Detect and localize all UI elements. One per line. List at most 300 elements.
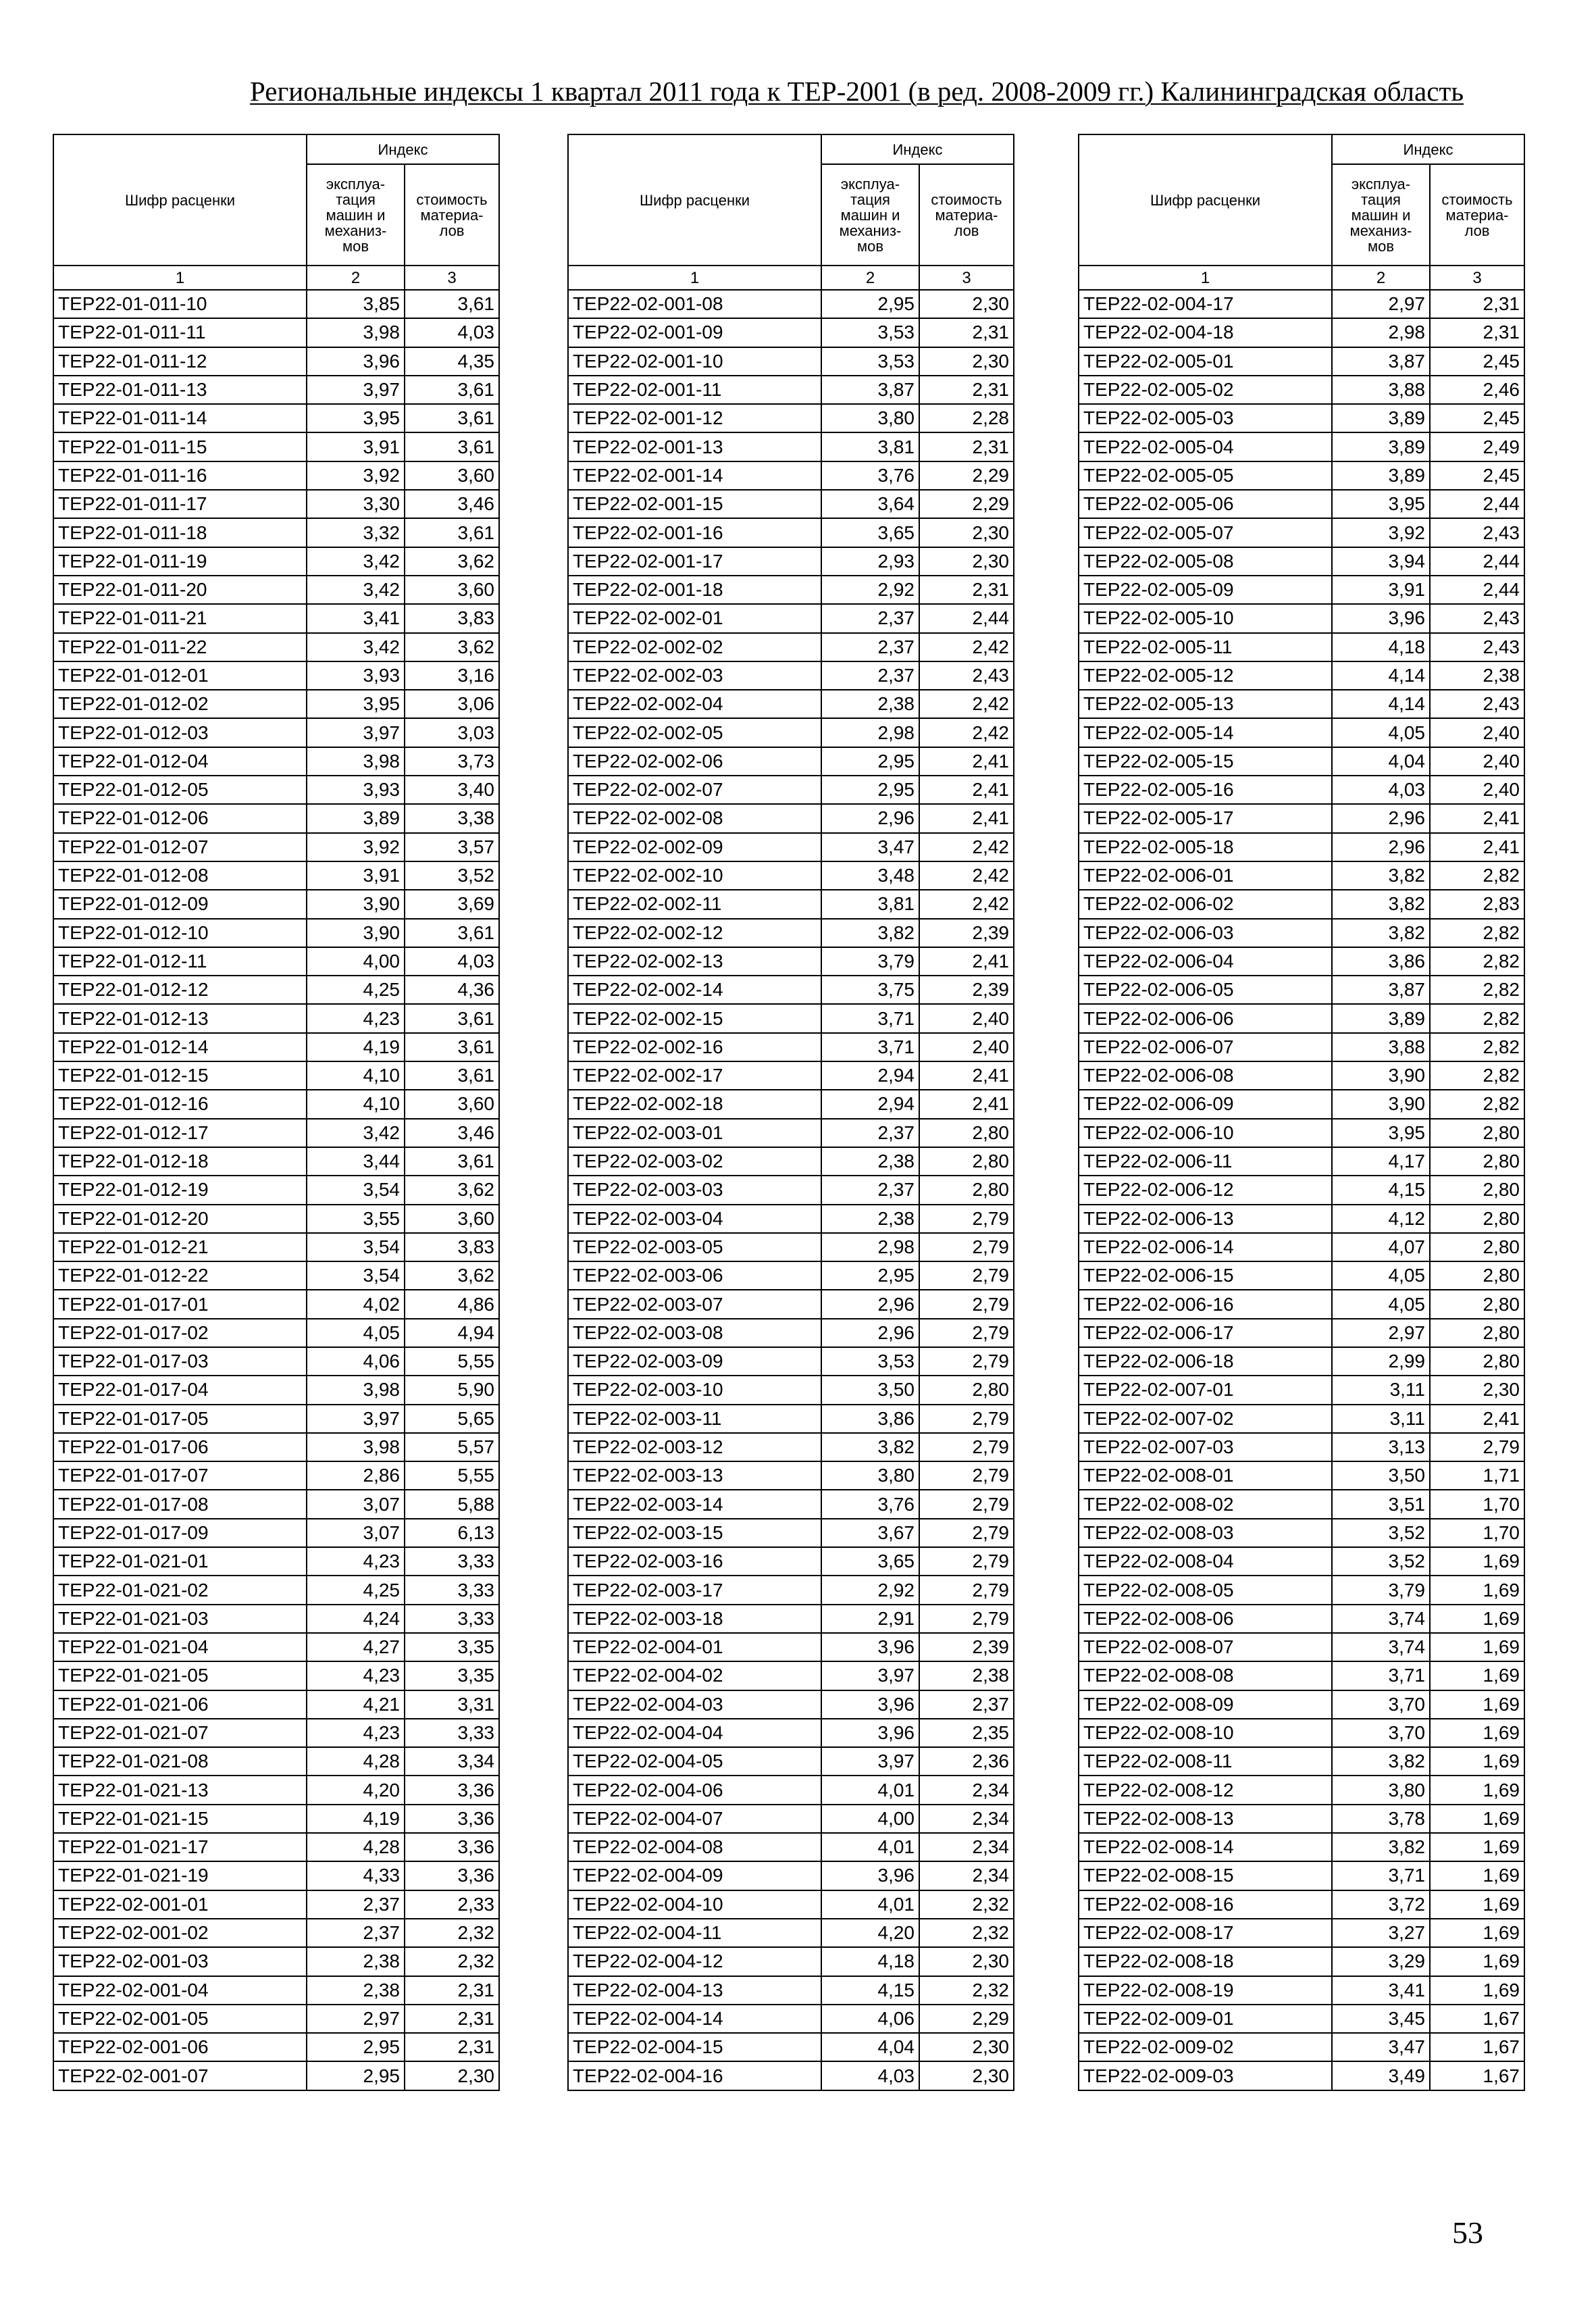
materials-index: 3,61 [405, 1004, 499, 1032]
rate-code: ТЕР22-02-002-08 [568, 804, 821, 832]
materials-index: 2,39 [919, 1633, 1014, 1661]
machines-index: 3,89 [1332, 461, 1430, 490]
rate-code: ТЕР22-02-001-16 [568, 518, 821, 547]
rate-code: ТЕР22-02-008-14 [1079, 1833, 1332, 1861]
header-materials: стоимость материа- лов [405, 164, 499, 266]
machines-index: 4,00 [307, 947, 405, 976]
machines-index: 3,71 [1332, 1861, 1430, 1890]
header-col-1: 1 [1079, 266, 1332, 290]
materials-index: 2,80 [919, 1376, 1014, 1404]
rate-code: ТЕР22-02-004-11 [568, 1919, 821, 1947]
table-row [568, 490, 1014, 518]
rate-code: ТЕР22-01-021-19 [53, 1861, 307, 1890]
materials-index: 3,06 [405, 690, 499, 718]
table-row [1079, 1061, 1524, 1090]
machines-index: 3,91 [1332, 576, 1430, 604]
rate-code: ТЕР22-01-011-15 [53, 432, 307, 461]
rate-code: ТЕР22-02-005-15 [1079, 747, 1332, 776]
materials-index: 3,61 [405, 919, 499, 947]
machines-index: 4,24 [307, 1605, 405, 1633]
machines-index: 4,14 [1332, 690, 1430, 718]
rate-code: ТЕР22-02-006-05 [1079, 976, 1332, 1004]
machines-index: 4,27 [307, 1633, 405, 1661]
materials-index: 2,32 [919, 1919, 1014, 1947]
materials-index: 3,46 [405, 1119, 499, 1147]
table-row [53, 1176, 499, 1204]
rate-code: ТЕР22-02-008-08 [1079, 1661, 1332, 1690]
machines-index: 3,89 [1332, 404, 1430, 432]
table-row [53, 518, 499, 547]
machines-index: 2,86 [307, 1461, 405, 1490]
materials-index: 2,30 [405, 2061, 499, 2090]
table-row [568, 1947, 1014, 1976]
rate-code: ТЕР22-02-005-10 [1079, 604, 1332, 632]
table-row [1079, 1090, 1524, 1118]
materials-index: 4,35 [405, 347, 499, 376]
machines-index: 2,96 [821, 1290, 919, 1318]
rate-code: ТЕР22-02-002-02 [568, 633, 821, 661]
materials-index: 3,61 [405, 518, 499, 547]
machines-index: 3,93 [307, 776, 405, 804]
machines-index: 3,98 [307, 1433, 405, 1461]
rate-code: ТЕР22-02-008-17 [1079, 1919, 1332, 1947]
materials-index: 1,69 [1430, 1833, 1524, 1861]
table-row [53, 1833, 499, 1861]
materials-index: 2,31 [919, 376, 1014, 404]
rate-code: ТЕР22-02-005-05 [1079, 461, 1332, 490]
table-row [568, 2061, 1014, 2090]
materials-index: 2,34 [919, 1776, 1014, 1804]
rate-code: ТЕР22-02-006-13 [1079, 1205, 1332, 1233]
table-row [568, 1690, 1014, 1719]
rate-code: ТЕР22-02-006-15 [1079, 1261, 1332, 1290]
machines-index: 3,81 [821, 890, 919, 918]
machines-index: 3,80 [821, 404, 919, 432]
machines-index: 2,37 [821, 633, 919, 661]
rate-code: ТЕР22-02-002-05 [568, 718, 821, 747]
table-row [1079, 518, 1524, 547]
rate-code: ТЕР22-02-003-03 [568, 1176, 821, 1204]
rate-code: ТЕР22-02-006-11 [1079, 1147, 1332, 1176]
rate-code: ТЕР22-02-005-13 [1079, 690, 1332, 718]
materials-index: 2,41 [919, 1061, 1014, 1090]
machines-index: 2,38 [307, 1947, 405, 1976]
materials-index: 3,60 [405, 1090, 499, 1118]
table-row [53, 861, 499, 890]
machines-index: 2,38 [307, 1976, 405, 2005]
table-row [568, 1747, 1014, 1776]
rate-code: ТЕР22-01-012-05 [53, 776, 307, 804]
materials-index: 2,82 [1430, 947, 1524, 976]
rate-code: ТЕР22-01-011-20 [53, 576, 307, 604]
machines-index: 4,00 [821, 1805, 919, 1833]
machines-index: 3,49 [1332, 2061, 1430, 2090]
rate-code: ТЕР22-01-017-08 [53, 1490, 307, 1518]
rate-code: ТЕР22-01-012-15 [53, 1061, 307, 1090]
table-row [568, 919, 1014, 947]
rate-code: ТЕР22-01-011-19 [53, 547, 307, 576]
table-row [53, 1061, 499, 1090]
header-col-3: 3 [919, 266, 1014, 290]
table-row [53, 1633, 499, 1661]
header-index: Индекс [1332, 134, 1524, 164]
materials-index: 2,80 [919, 1176, 1014, 1204]
materials-index: 2,31 [919, 318, 1014, 347]
materials-index: 2,43 [1430, 690, 1524, 718]
materials-index: 1,69 [1430, 1547, 1524, 1576]
rate-code: ТЕР22-02-006-10 [1079, 1119, 1332, 1147]
materials-index: 4,94 [405, 1319, 499, 1347]
materials-index: 3,60 [405, 461, 499, 490]
header-index: Индекс [821, 134, 1014, 164]
materials-index: 2,34 [919, 1833, 1014, 1861]
materials-index: 5,90 [405, 1376, 499, 1404]
machines-index: 3,42 [307, 1119, 405, 1147]
table-row [53, 919, 499, 947]
table-row [568, 747, 1014, 776]
rate-code: ТЕР22-02-002-18 [568, 1090, 821, 1118]
machines-index: 3,54 [307, 1176, 405, 1204]
rate-code: ТЕР22-02-008-15 [1079, 1861, 1332, 1890]
materials-index: 1,71 [1430, 1461, 1524, 1490]
machines-index: 2,95 [821, 290, 919, 318]
rate-code: ТЕР22-02-001-13 [568, 432, 821, 461]
machines-index: 2,98 [821, 1233, 919, 1261]
rate-code: ТЕР22-02-005-01 [1079, 347, 1332, 376]
machines-index: 4,07 [1332, 1233, 1430, 1261]
rate-code: ТЕР22-02-005-11 [1079, 633, 1332, 661]
table-row [1079, 1833, 1524, 1861]
materials-index: 1,70 [1430, 1490, 1524, 1518]
table-row [53, 947, 499, 976]
table-row [53, 604, 499, 632]
rate-code: ТЕР22-02-001-10 [568, 347, 821, 376]
machines-index: 2,98 [821, 718, 919, 747]
machines-index: 3,54 [307, 1261, 405, 1290]
materials-index: 2,31 [405, 2005, 499, 2033]
table-row [53, 1490, 499, 1518]
rate-code: ТЕР22-01-012-01 [53, 661, 307, 690]
materials-index: 2,80 [1430, 1176, 1524, 1204]
machines-index: 4,05 [1332, 1261, 1430, 1290]
machines-index: 3,98 [307, 318, 405, 347]
rate-code: ТЕР22-02-002-14 [568, 976, 821, 1004]
machines-index: 3,93 [307, 661, 405, 690]
table-row [1079, 1261, 1524, 1290]
table-row [53, 547, 499, 576]
materials-index: 2,80 [1430, 1290, 1524, 1318]
rate-code: ТЕР22-01-012-06 [53, 804, 307, 832]
table-row [568, 718, 1014, 747]
table-row [1079, 1347, 1524, 1376]
machines-index: 2,37 [821, 1119, 919, 1147]
machines-index: 3,97 [307, 1405, 405, 1433]
table-row [568, 1719, 1014, 1747]
materials-index: 3,69 [405, 890, 499, 918]
machines-index: 3,92 [307, 461, 405, 490]
table-row [53, 1519, 499, 1547]
table-row [568, 1661, 1014, 1690]
machines-index: 3,88 [1332, 1033, 1430, 1061]
materials-index: 2,31 [919, 576, 1014, 604]
machines-index: 3,98 [307, 1376, 405, 1404]
machines-index: 3,89 [1332, 1004, 1430, 1032]
rate-code: ТЕР22-01-021-06 [53, 1690, 307, 1719]
rate-code: ТЕР22-01-011-17 [53, 490, 307, 518]
table-row [1079, 2033, 1524, 2061]
machines-index: 3,32 [307, 518, 405, 547]
materials-index: 3,61 [405, 1147, 499, 1176]
rate-code: ТЕР22-01-012-12 [53, 976, 307, 1004]
materials-index: 5,88 [405, 1490, 499, 1518]
machines-index: 3,97 [821, 1747, 919, 1776]
table-row [53, 1919, 499, 1947]
table-row [53, 1747, 499, 1776]
rate-code: ТЕР22-02-001-15 [568, 490, 821, 518]
materials-index: 2,41 [1430, 1405, 1524, 1433]
table-row [568, 1547, 1014, 1576]
materials-index: 4,03 [405, 947, 499, 976]
materials-index: 2,79 [919, 1605, 1014, 1633]
rate-code: ТЕР22-02-008-13 [1079, 1805, 1332, 1833]
materials-index: 2,82 [1430, 1061, 1524, 1090]
table-row [53, 1890, 499, 1919]
rate-code: ТЕР22-02-001-09 [568, 318, 821, 347]
machines-index: 2,95 [821, 776, 919, 804]
machines-index: 3,52 [1332, 1519, 1430, 1547]
rate-code: ТЕР22-02-006-18 [1079, 1347, 1332, 1376]
rate-code: ТЕР22-01-011-22 [53, 633, 307, 661]
table-row [1079, 2061, 1524, 2090]
table-row [53, 290, 499, 318]
machines-index: 3,70 [1332, 1719, 1430, 1747]
table-row [568, 1490, 1014, 1518]
table-row [53, 347, 499, 376]
materials-index: 1,69 [1430, 1805, 1524, 1833]
machines-index: 3,42 [307, 576, 405, 604]
header-col-3: 3 [405, 266, 499, 290]
table-row [1079, 1233, 1524, 1261]
materials-index: 5,55 [405, 1347, 499, 1376]
table-row [568, 1090, 1014, 1118]
rate-code: ТЕР22-02-002-01 [568, 604, 821, 632]
machines-index: 4,23 [307, 1547, 405, 1576]
table-row [53, 1290, 499, 1318]
materials-index: 1,69 [1430, 1661, 1524, 1690]
machines-index: 3,95 [307, 404, 405, 432]
table-row [1079, 633, 1524, 661]
table-row [53, 1605, 499, 1633]
materials-index: 1,69 [1430, 1890, 1524, 1919]
materials-index: 2,79 [919, 1205, 1014, 1233]
machines-index: 2,37 [307, 1890, 405, 1919]
table-row [1079, 1519, 1524, 1547]
materials-index: 2,80 [919, 1147, 1014, 1176]
table-row [568, 1605, 1014, 1633]
materials-index: 2,80 [1430, 1147, 1524, 1176]
materials-index: 3,60 [405, 1205, 499, 1233]
materials-index: 3,16 [405, 661, 499, 690]
table-row [53, 1405, 499, 1433]
machines-index: 3,65 [821, 1547, 919, 1576]
rate-code: ТЕР22-01-011-16 [53, 461, 307, 490]
table-row [1079, 690, 1524, 718]
rate-code: ТЕР22-02-003-12 [568, 1433, 821, 1461]
materials-index: 2,30 [919, 2061, 1014, 2090]
rate-code: ТЕР22-02-004-17 [1079, 290, 1332, 318]
table-row [568, 1033, 1014, 1061]
materials-index: 5,57 [405, 1433, 499, 1461]
machines-index: 3,80 [821, 1461, 919, 1490]
header-col-2: 2 [821, 266, 919, 290]
materials-index: 1,69 [1430, 1633, 1524, 1661]
table-row [53, 1205, 499, 1233]
rate-code: ТЕР22-01-012-03 [53, 718, 307, 747]
materials-index: 2,39 [919, 919, 1014, 947]
rate-code: ТЕР22-02-005-14 [1079, 718, 1332, 747]
table-row [1079, 1747, 1524, 1776]
materials-index: 2,40 [1430, 718, 1524, 747]
page-title: Региональные индексы 1 квартал 2011 года к ТЕР-2001 (в ред. 2008-2009 гг.) Калининградская область [250, 76, 1464, 107]
materials-index: 2,80 [1430, 1347, 1524, 1376]
table-row [568, 461, 1014, 490]
rate-code: ТЕР22-02-004-05 [568, 1747, 821, 1776]
machines-index: 3,71 [821, 1033, 919, 1061]
table-row [53, 1033, 499, 1061]
materials-index: 3,83 [405, 1233, 499, 1261]
machines-index: 3,96 [821, 1719, 919, 1747]
rate-code: ТЕР22-01-012-02 [53, 690, 307, 718]
materials-index: 2,29 [919, 2005, 1014, 2033]
table-row [568, 2005, 1014, 2033]
header-materials: стоимость материа- лов [1430, 164, 1524, 266]
machines-index: 3,94 [1332, 547, 1430, 576]
machines-index: 4,15 [1332, 1176, 1430, 1204]
rate-code: ТЕР22-01-011-14 [53, 404, 307, 432]
rate-code: ТЕР22-02-004-01 [568, 1633, 821, 1661]
table-row [1079, 1319, 1524, 1347]
machines-index: 3,87 [1332, 976, 1430, 1004]
materials-index: 2,34 [919, 1805, 1014, 1833]
materials-index: 3,62 [405, 547, 499, 576]
table-row [1079, 1805, 1524, 1833]
table-row [568, 1433, 1014, 1461]
materials-index: 2,29 [919, 461, 1014, 490]
materials-index: 2,43 [1430, 633, 1524, 661]
table-row [1079, 776, 1524, 804]
machines-index: 4,17 [1332, 1147, 1430, 1176]
materials-index: 3,57 [405, 833, 499, 861]
machines-index: 4,06 [821, 2005, 919, 2033]
machines-index: 3,55 [307, 1205, 405, 1233]
machines-index: 4,03 [821, 2061, 919, 2090]
rate-code: ТЕР22-02-002-17 [568, 1061, 821, 1090]
machines-index: 3,54 [307, 1233, 405, 1261]
materials-index: 3,60 [405, 576, 499, 604]
table-row [53, 1719, 499, 1747]
machines-index: 3,95 [1332, 490, 1430, 518]
table-row [568, 547, 1014, 576]
table-row [53, 2005, 499, 2033]
rate-code: ТЕР22-01-017-05 [53, 1405, 307, 1433]
machines-index: 3,44 [307, 1147, 405, 1176]
materials-index: 3,35 [405, 1661, 499, 1690]
materials-index: 6,13 [405, 1519, 499, 1547]
rate-code: ТЕР22-02-008-02 [1079, 1490, 1332, 1518]
rate-code: ТЕР22-02-006-08 [1079, 1061, 1332, 1090]
table-row [53, 576, 499, 604]
machines-index: 3,82 [821, 919, 919, 947]
rate-code: ТЕР22-01-017-01 [53, 1290, 307, 1318]
table-row [568, 1119, 1014, 1147]
materials-index: 2,80 [1430, 1261, 1524, 1290]
table-row [1079, 861, 1524, 890]
rate-code: ТЕР22-02-003-14 [568, 1490, 821, 1518]
rate-code: ТЕР22-01-021-15 [53, 1805, 307, 1833]
materials-index: 2,45 [1430, 461, 1524, 490]
table-row [53, 1090, 499, 1118]
table-row [53, 2061, 499, 2090]
table-row [1079, 432, 1524, 461]
materials-index: 2,45 [1430, 404, 1524, 432]
table-row [568, 2033, 1014, 2061]
machines-index: 2,93 [821, 547, 919, 576]
materials-index: 2,79 [919, 1347, 1014, 1376]
table-row [1079, 1947, 1524, 1976]
table-row [53, 318, 499, 347]
table-row [53, 804, 499, 832]
machines-index: 3,53 [821, 347, 919, 376]
table-row [1079, 2005, 1524, 2033]
rate-code: ТЕР22-01-021-07 [53, 1719, 307, 1747]
machines-index: 4,12 [1332, 1205, 1430, 1233]
rate-code: ТЕР22-02-002-16 [568, 1033, 821, 1061]
rate-code: ТЕР22-02-001-08 [568, 290, 821, 318]
table-row [53, 461, 499, 490]
table-row [568, 432, 1014, 461]
table-row [1079, 1004, 1524, 1032]
rate-code: ТЕР22-02-005-02 [1079, 376, 1332, 404]
rate-code: ТЕР22-02-001-06 [53, 2033, 307, 2061]
rate-code: ТЕР22-01-021-03 [53, 1605, 307, 1633]
machines-index: 3,96 [821, 1633, 919, 1661]
rate-code: ТЕР22-02-008-03 [1079, 1519, 1332, 1547]
rate-code: ТЕР22-02-002-10 [568, 861, 821, 890]
rate-code: ТЕР22-01-012-17 [53, 1119, 307, 1147]
materials-index: 2,32 [919, 1890, 1014, 1919]
machines-index: 2,96 [821, 804, 919, 832]
table-row [1079, 1890, 1524, 1919]
table-row [53, 661, 499, 690]
machines-index: 4,18 [821, 1947, 919, 1976]
machines-index: 4,04 [821, 2033, 919, 2061]
table-row [53, 1976, 499, 2005]
table-row [1079, 1119, 1524, 1147]
rate-code: ТЕР22-02-003-09 [568, 1347, 821, 1376]
materials-index: 3,31 [405, 1690, 499, 1719]
materials-index: 2,31 [405, 2033, 499, 2061]
machines-index: 4,19 [307, 1805, 405, 1833]
table-row [568, 804, 1014, 832]
machines-index: 3,13 [1332, 1433, 1430, 1461]
rate-code: ТЕР22-02-002-13 [568, 947, 821, 976]
materials-index: 2,30 [919, 290, 1014, 318]
table-row [1079, 1776, 1524, 1804]
rate-code: ТЕР22-02-008-16 [1079, 1890, 1332, 1919]
materials-index: 2,31 [919, 432, 1014, 461]
machines-index: 3,96 [307, 347, 405, 376]
table-row [1079, 1433, 1524, 1461]
